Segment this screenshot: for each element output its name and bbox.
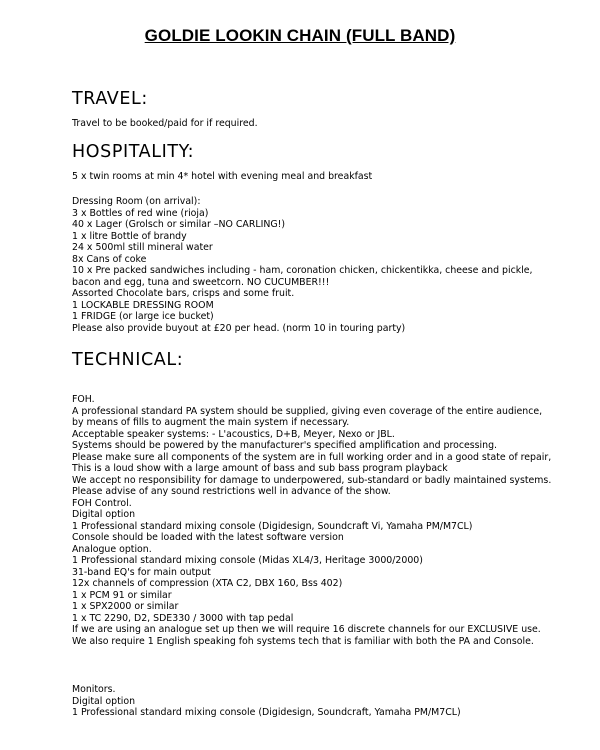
dressing-room-list (72, 196, 572, 334)
hospitality-heading: HOSPITALITY: (72, 142, 195, 162)
foh-line: 1 x SPX2000 or similar (72, 601, 179, 612)
foh-line: 1 Professional standard mixing console (Digidesign, Soundcraft Vi, Yamaha PM/M7CL) (72, 520, 473, 532)
foh-line: 1 x PCM 91 or similar (72, 589, 172, 601)
dressing-room-line: bacon and egg, tuna and sweetcorn. NO CUCUMBER!!! (72, 276, 330, 288)
foh-line: Analogue option. (72, 543, 152, 555)
foh-line: 1 Professional standard mixing console (Midas XL4/3, Heritage 3000/2000) (72, 555, 423, 566)
monitors-line: Monitors. (72, 684, 116, 695)
foh-section (72, 394, 572, 647)
foh-line: Digital option (72, 509, 136, 520)
foh-line: If we are using an analogue set up then we will require 16 discrete channels for our EXCLUSIVE use. (72, 624, 541, 635)
travel-heading: TRAVEL: (72, 89, 148, 109)
dressing-room-line: 1 x litre Bottle of brandy (72, 230, 187, 242)
dressing-room-line: 3 x Bottles of red wine (rioja) (72, 207, 209, 219)
foh-line: Please advise of any sound restrictions well in advance of the show. (72, 486, 391, 497)
foh-line: Console should be loaded with the latest software version (72, 532, 344, 543)
travel-section (72, 118, 572, 130)
dressing-room-line: Please also provide buyout at £20 per head. (norm 10 in touring party) (72, 322, 406, 334)
foh-line: This is a loud show with a large amount of bass and sub bass program playback (72, 463, 448, 474)
foh-line: 12x channels of compression (XTA C2, DBX 160, Bss 402) (72, 578, 343, 589)
foh-line: 31-band EQ's for main output (72, 566, 211, 578)
foh-line: We accept no responsibility for damage to underpowered, sub-standard or badly maintained systems. (72, 474, 552, 486)
travel-line: Travel to be booked/paid for if required. (72, 118, 258, 129)
dressing-room-line: Dressing Room (on arrival): (72, 196, 201, 207)
dressing-room-line: 1 LOCKABLE DRESSING ROOM (72, 299, 214, 311)
monitors-section (72, 684, 572, 719)
hospitality-hotel (72, 171, 572, 183)
dressing-room-line: 40 x Lager (Grolsch or similar –NO CARLING!) (72, 219, 286, 230)
foh-line: Systems should be powered by the manufacturer's specified amplification and processing. (72, 440, 498, 451)
dressing-room-line: 1 FRIDGE (or large ice bucket) (72, 311, 214, 322)
dressing-room-line: 10 x Pre packed sandwiches including - ham, coronation chicken, chickentikka, cheese and pickle, (72, 265, 533, 276)
foh-line: We also require 1 English speaking foh systems tech that is familiar with both the PA and Console. (72, 635, 534, 647)
hotel-line: 5 x twin rooms at min 4* hotel with evening meal and breakfast (72, 171, 373, 182)
foh-line: Please make sure all components of the system are in full working order and in a good state of repair, (72, 451, 552, 463)
foh-line: FOH. (72, 394, 95, 405)
foh-line: by means of fills to augment the main system if necessary. (72, 417, 350, 428)
dressing-room-line: 8x Cans of coke (72, 253, 147, 265)
foh-line: A professional standard PA system should be supplied, giving even coverage of the entire audience, (72, 405, 543, 417)
document-title: GOLDIE LOOKIN CHAIN (FULL BAND) (144, 26, 456, 45)
foh-line: 1 x TC 2290, D2, SDE330 / 3000 with tap pedal (72, 612, 294, 624)
dressing-room-line: 24 x 500ml still mineral water (72, 242, 213, 253)
monitors-line: 1 Professional standard mixing console (Digidesign, Soundcraft, Yamaha PM/M7CL) (72, 707, 461, 718)
technical-heading: TECHNICAL: (72, 350, 184, 370)
dressing-room-line: Assorted Chocolate bars, crisps and some fruit. (72, 288, 295, 299)
monitors-line: Digital option (72, 695, 136, 707)
foh-line: FOH Control. (72, 497, 132, 509)
foh-line: Acceptable speaker systems: - L'acoustics, D+B, Meyer, Nexo or JBL. (72, 428, 395, 440)
